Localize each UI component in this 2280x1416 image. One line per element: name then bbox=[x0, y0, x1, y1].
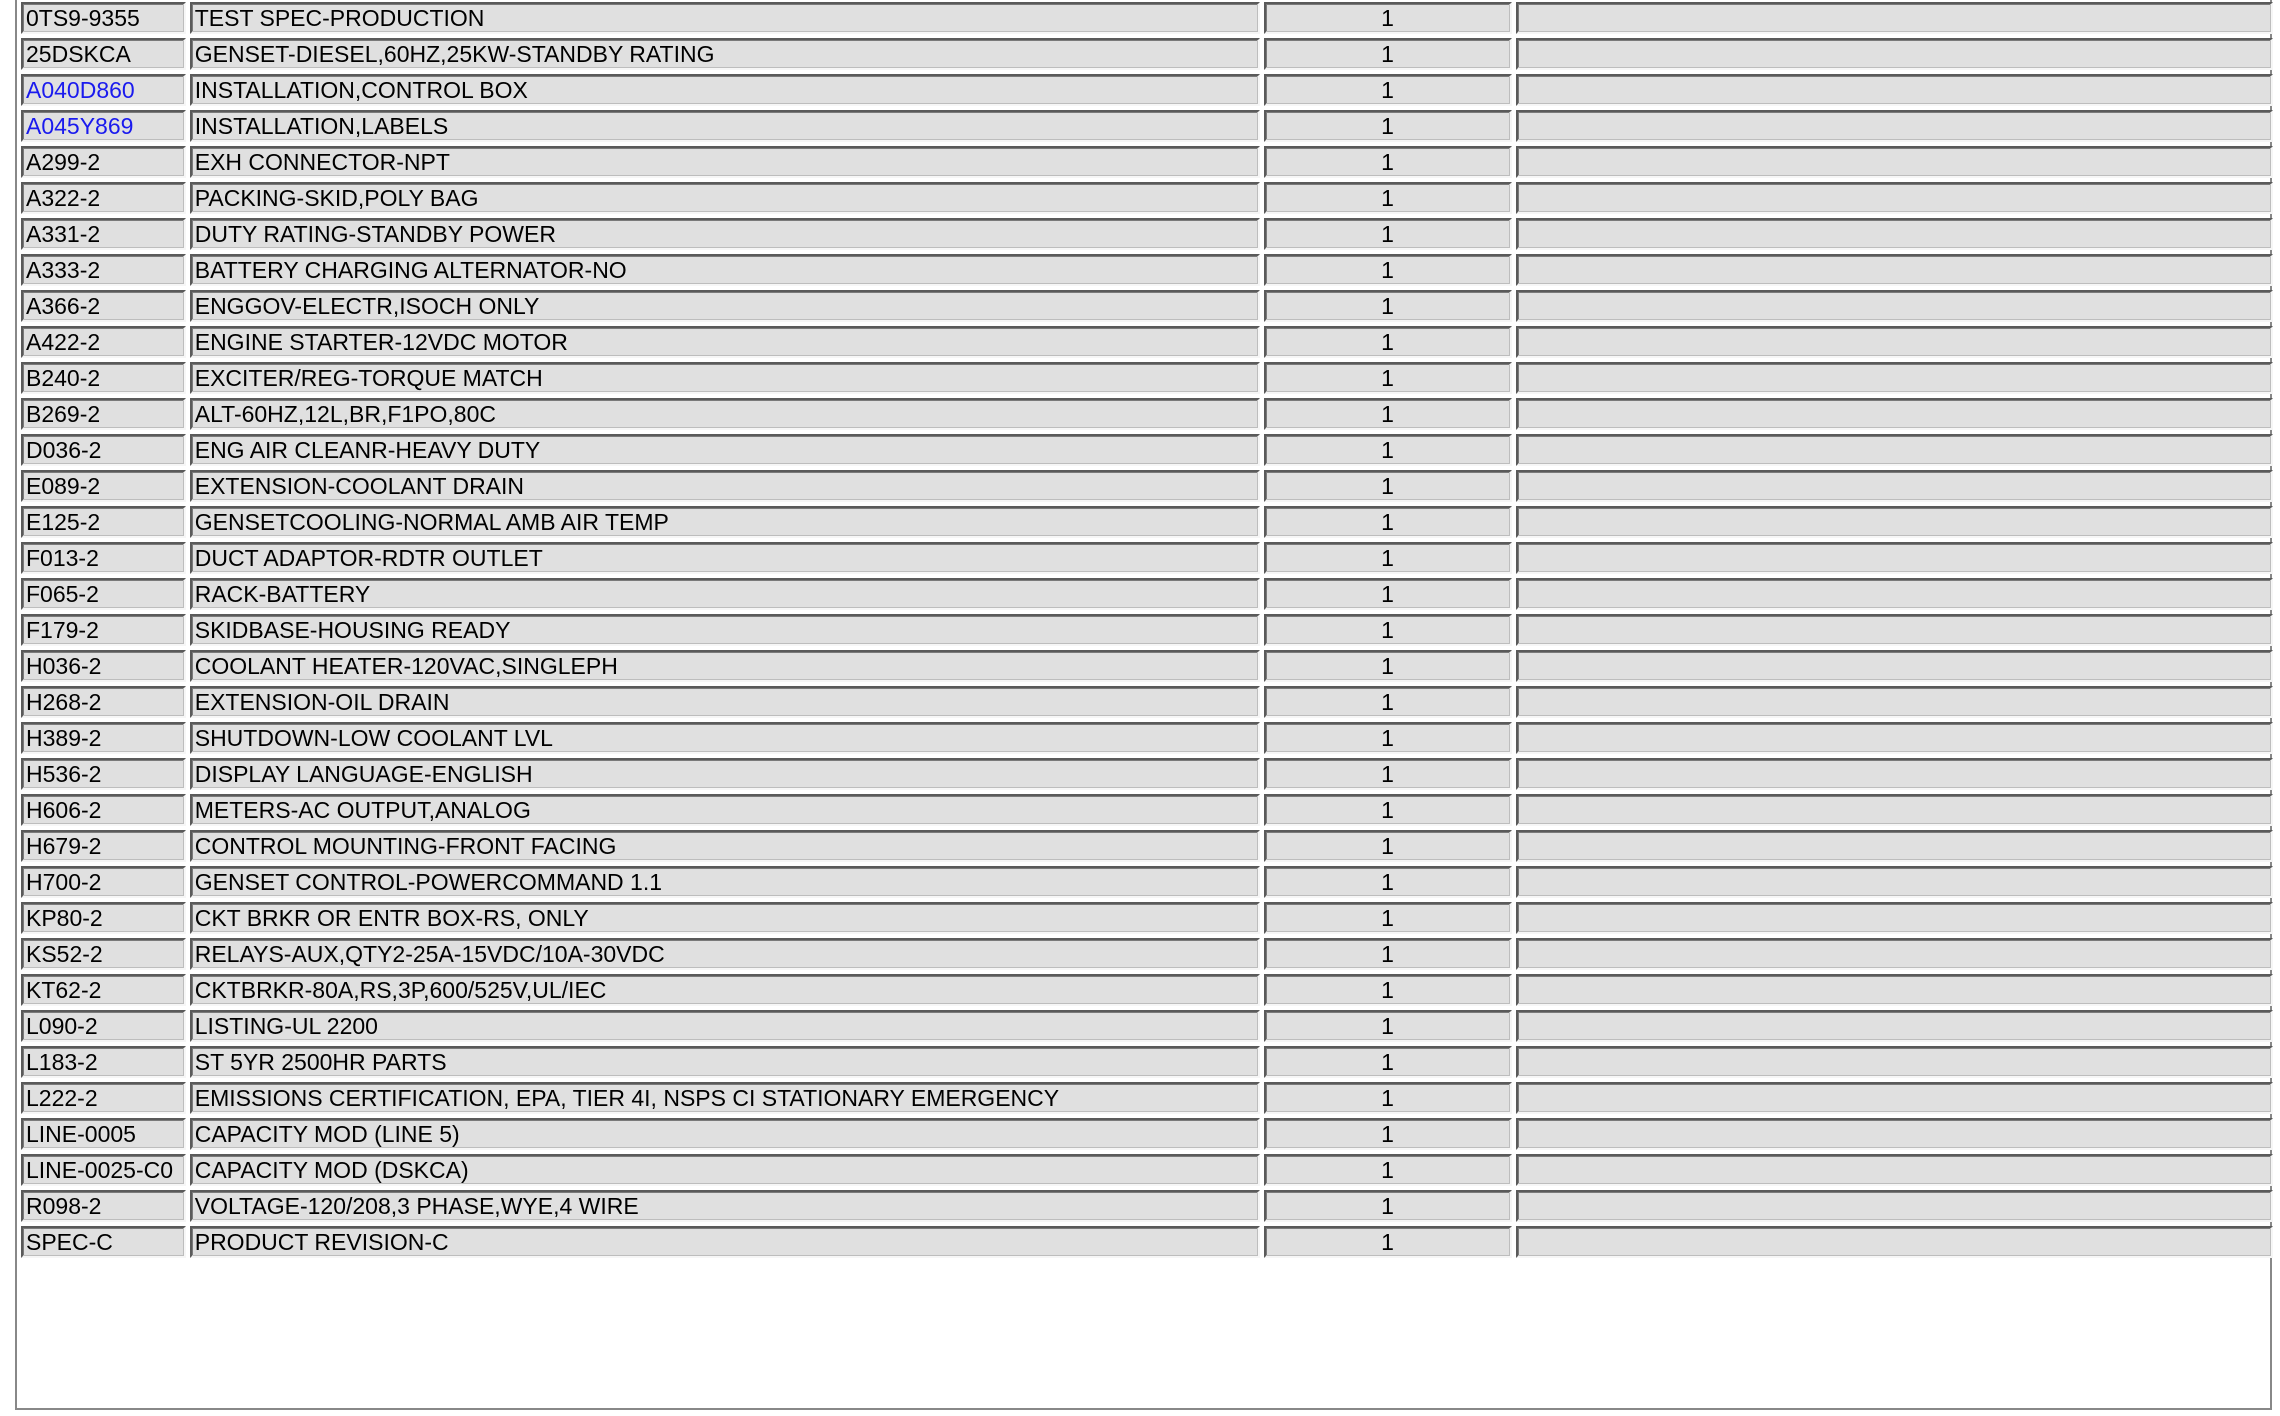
part-number-link[interactable]: A040D860 bbox=[26, 77, 135, 103]
description-cell: DISPLAY LANGUAGE-ENGLISH bbox=[190, 758, 1260, 790]
notes-cell bbox=[1516, 110, 2273, 142]
notes-cell bbox=[1516, 470, 2273, 502]
notes-cell bbox=[1516, 866, 2273, 898]
part-number-cell: D036-2 bbox=[21, 434, 186, 466]
notes-cell bbox=[1516, 722, 2273, 754]
quantity-cell: 1 bbox=[1264, 1154, 1512, 1186]
notes-cell bbox=[1516, 938, 2273, 970]
quantity-cell: 1 bbox=[1264, 866, 1512, 898]
description-cell: CAPACITY MOD (LINE 5) bbox=[190, 1118, 1260, 1150]
part-number-cell: 25DSKCA bbox=[21, 38, 186, 70]
notes-cell bbox=[1516, 362, 2273, 394]
table-row bbox=[21, 1010, 2273, 1042]
description-cell: EXTENSION-OIL DRAIN bbox=[190, 686, 1260, 718]
table-row bbox=[21, 902, 2273, 934]
description-cell: CAPACITY MOD (DSKCA) bbox=[190, 1154, 1260, 1186]
quantity-cell: 1 bbox=[1264, 650, 1512, 682]
description-cell: PRODUCT REVISION-C bbox=[190, 1226, 1260, 1258]
notes-cell bbox=[1516, 434, 2273, 466]
bill-of-materials-table-frame bbox=[15, 0, 2272, 1410]
notes-cell bbox=[1516, 974, 2273, 1006]
part-number-cell: A322-2 bbox=[21, 182, 186, 214]
quantity-cell: 1 bbox=[1264, 1118, 1512, 1150]
table-row bbox=[21, 290, 2273, 322]
part-number-cell: L183-2 bbox=[21, 1046, 186, 1078]
part-number-cell: KS52-2 bbox=[21, 938, 186, 970]
quantity-cell: 1 bbox=[1264, 182, 1512, 214]
notes-cell bbox=[1516, 1154, 2273, 1186]
description-cell: ENGINE STARTER-12VDC MOTOR bbox=[190, 326, 1260, 358]
notes-cell bbox=[1516, 1046, 2273, 1078]
quantity-cell: 1 bbox=[1264, 74, 1512, 106]
description-cell: DUTY RATING-STANDBY POWER bbox=[190, 218, 1260, 250]
part-number-cell bbox=[21, 110, 186, 142]
table-row bbox=[21, 722, 2273, 754]
description-cell: DUCT ADAPTOR-RDTR OUTLET bbox=[190, 542, 1260, 574]
part-number-cell: H700-2 bbox=[21, 866, 186, 898]
part-number-cell: 0TS9-9355 bbox=[21, 2, 186, 34]
quantity-cell: 1 bbox=[1264, 686, 1512, 718]
part-number-cell bbox=[21, 74, 186, 106]
quantity-cell: 1 bbox=[1264, 1082, 1512, 1114]
notes-cell bbox=[1516, 830, 2273, 862]
part-number-cell: LINE-0005 bbox=[21, 1118, 186, 1150]
quantity-cell: 1 bbox=[1264, 938, 1512, 970]
table-row bbox=[21, 38, 2273, 70]
description-cell: ENG AIR CLEANR-HEAVY DUTY bbox=[190, 434, 1260, 466]
notes-cell bbox=[1516, 614, 2273, 646]
notes-cell bbox=[1516, 38, 2273, 70]
table-row bbox=[21, 398, 2273, 430]
description-cell: METERS-AC OUTPUT,ANALOG bbox=[190, 794, 1260, 826]
description-cell: ENGGOV-ELECTR,ISOCH ONLY bbox=[190, 290, 1260, 322]
quantity-cell: 1 bbox=[1264, 506, 1512, 538]
part-number-cell: A366-2 bbox=[21, 290, 186, 322]
quantity-cell: 1 bbox=[1264, 1046, 1512, 1078]
description-cell: EXTENSION-COOLANT DRAIN bbox=[190, 470, 1260, 502]
table-row bbox=[21, 578, 2273, 610]
notes-cell bbox=[1516, 182, 2273, 214]
table-row bbox=[21, 1226, 2273, 1258]
description-cell: SKIDBASE-HOUSING READY bbox=[190, 614, 1260, 646]
part-number-cell: E089-2 bbox=[21, 470, 186, 502]
table-row bbox=[21, 218, 2273, 250]
part-number-cell: F179-2 bbox=[21, 614, 186, 646]
part-number-cell: KT62-2 bbox=[21, 974, 186, 1006]
description-cell: CKT BRKR OR ENTR BOX-RS, ONLY bbox=[190, 902, 1260, 934]
quantity-cell: 1 bbox=[1264, 758, 1512, 790]
bill-of-materials-table bbox=[17, 0, 2277, 1262]
notes-cell bbox=[1516, 218, 2273, 250]
quantity-cell: 1 bbox=[1264, 146, 1512, 178]
part-number-cell: L222-2 bbox=[21, 1082, 186, 1114]
table-row bbox=[21, 362, 2273, 394]
table-row bbox=[21, 1190, 2273, 1222]
part-number-cell: KP80-2 bbox=[21, 902, 186, 934]
table-row bbox=[21, 254, 2273, 286]
quantity-cell: 1 bbox=[1264, 902, 1512, 934]
notes-cell bbox=[1516, 1226, 2273, 1258]
notes-cell bbox=[1516, 146, 2273, 178]
table-row bbox=[21, 794, 2273, 826]
quantity-cell: 1 bbox=[1264, 38, 1512, 70]
table-row bbox=[21, 650, 2273, 682]
description-cell: PACKING-SKID,POLY BAG bbox=[190, 182, 1260, 214]
description-cell: VOLTAGE-120/208,3 PHASE,WYE,4 WIRE bbox=[190, 1190, 1260, 1222]
notes-cell bbox=[1516, 1082, 2273, 1114]
quantity-cell: 1 bbox=[1264, 794, 1512, 826]
quantity-cell: 1 bbox=[1264, 542, 1512, 574]
part-number-cell: LINE-0025-C0 bbox=[21, 1154, 186, 1186]
part-number-cell: H606-2 bbox=[21, 794, 186, 826]
part-number-cell: A422-2 bbox=[21, 326, 186, 358]
quantity-cell: 1 bbox=[1264, 434, 1512, 466]
quantity-cell: 1 bbox=[1264, 1010, 1512, 1042]
description-cell: SHUTDOWN-LOW COOLANT LVL bbox=[190, 722, 1260, 754]
part-number-cell: H679-2 bbox=[21, 830, 186, 862]
part-number-cell: R098-2 bbox=[21, 1190, 186, 1222]
table-row bbox=[21, 614, 2273, 646]
table-row bbox=[21, 326, 2273, 358]
table-row bbox=[21, 1118, 2273, 1150]
table-row bbox=[21, 686, 2273, 718]
notes-cell bbox=[1516, 254, 2273, 286]
description-cell: ST 5YR 2500HR PARTS bbox=[190, 1046, 1260, 1078]
quantity-cell: 1 bbox=[1264, 722, 1512, 754]
notes-cell bbox=[1516, 1190, 2273, 1222]
notes-cell bbox=[1516, 758, 2273, 790]
part-number-cell: E125-2 bbox=[21, 506, 186, 538]
description-cell: EXCITER/REG-TORQUE MATCH bbox=[190, 362, 1260, 394]
quantity-cell: 1 bbox=[1264, 974, 1512, 1006]
description-cell: GENSET-DIESEL,60HZ,25KW-STANDBY RATING bbox=[190, 38, 1260, 70]
part-number-cell: A331-2 bbox=[21, 218, 186, 250]
notes-cell bbox=[1516, 326, 2273, 358]
part-number-cell: H036-2 bbox=[21, 650, 186, 682]
description-cell: GENSET CONTROL-POWERCOMMAND 1.1 bbox=[190, 866, 1260, 898]
table-body bbox=[21, 2, 2273, 1258]
table-row bbox=[21, 866, 2273, 898]
description-cell: RELAYS-AUX,QTY2-25A-15VDC/10A-30VDC bbox=[190, 938, 1260, 970]
notes-cell bbox=[1516, 794, 2273, 826]
notes-cell bbox=[1516, 74, 2273, 106]
description-cell: CONTROL MOUNTING-FRONT FACING bbox=[190, 830, 1260, 862]
part-number-cell: F013-2 bbox=[21, 542, 186, 574]
table-row bbox=[21, 758, 2273, 790]
description-cell: INSTALLATION,LABELS bbox=[190, 110, 1260, 142]
quantity-cell: 1 bbox=[1264, 290, 1512, 322]
table-row bbox=[21, 1046, 2273, 1078]
description-cell: CKTBRKR-80A,RS,3P,600/525V,UL/IEC bbox=[190, 974, 1260, 1006]
table-row bbox=[21, 974, 2273, 1006]
quantity-cell: 1 bbox=[1264, 614, 1512, 646]
part-number-cell: B269-2 bbox=[21, 398, 186, 430]
table-row bbox=[21, 2, 2273, 34]
quantity-cell: 1 bbox=[1264, 2, 1512, 34]
notes-cell bbox=[1516, 902, 2273, 934]
description-cell: COOLANT HEATER-120VAC,SINGLEPH bbox=[190, 650, 1260, 682]
description-cell: INSTALLATION,CONTROL BOX bbox=[190, 74, 1260, 106]
quantity-cell: 1 bbox=[1264, 1190, 1512, 1222]
notes-cell bbox=[1516, 2, 2273, 34]
notes-cell bbox=[1516, 578, 2273, 610]
table-row bbox=[21, 1082, 2273, 1114]
part-number-cell: L090-2 bbox=[21, 1010, 186, 1042]
table-row bbox=[21, 470, 2273, 502]
description-cell: RACK-BATTERY bbox=[190, 578, 1260, 610]
notes-cell bbox=[1516, 650, 2273, 682]
table-row bbox=[21, 830, 2273, 862]
table-row bbox=[21, 74, 2273, 106]
notes-cell bbox=[1516, 290, 2273, 322]
description-cell: BATTERY CHARGING ALTERNATOR-NO bbox=[190, 254, 1260, 286]
quantity-cell: 1 bbox=[1264, 398, 1512, 430]
description-cell: GENSETCOOLING-NORMAL AMB AIR TEMP bbox=[190, 506, 1260, 538]
part-number-cell: F065-2 bbox=[21, 578, 186, 610]
description-cell: TEST SPEC-PRODUCTION bbox=[190, 2, 1260, 34]
description-cell: LISTING-UL 2200 bbox=[190, 1010, 1260, 1042]
part-number-cell: SPEC-C bbox=[21, 1226, 186, 1258]
part-number-cell: H536-2 bbox=[21, 758, 186, 790]
quantity-cell: 1 bbox=[1264, 110, 1512, 142]
part-number-cell: A299-2 bbox=[21, 146, 186, 178]
part-number-cell: H389-2 bbox=[21, 722, 186, 754]
table-row bbox=[21, 938, 2273, 970]
notes-cell bbox=[1516, 398, 2273, 430]
quantity-cell: 1 bbox=[1264, 1226, 1512, 1258]
table-row bbox=[21, 110, 2273, 142]
part-number-link[interactable]: A045Y869 bbox=[26, 113, 134, 139]
description-cell: EMISSIONS CERTIFICATION, EPA, TIER 4I, NSPS CI STATIONARY EMERGENCY bbox=[190, 1082, 1260, 1114]
description-cell: EXH CONNECTOR-NPT bbox=[190, 146, 1260, 178]
quantity-cell: 1 bbox=[1264, 470, 1512, 502]
table-row bbox=[21, 506, 2273, 538]
description-cell: ALT-60HZ,12L,BR,F1PO,80C bbox=[190, 398, 1260, 430]
table-row bbox=[21, 434, 2273, 466]
table-row bbox=[21, 1154, 2273, 1186]
notes-cell bbox=[1516, 1010, 2273, 1042]
part-number-cell: H268-2 bbox=[21, 686, 186, 718]
table-row bbox=[21, 182, 2273, 214]
notes-cell bbox=[1516, 1118, 2273, 1150]
quantity-cell: 1 bbox=[1264, 218, 1512, 250]
part-number-cell: A333-2 bbox=[21, 254, 186, 286]
quantity-cell: 1 bbox=[1264, 326, 1512, 358]
notes-cell bbox=[1516, 686, 2273, 718]
quantity-cell: 1 bbox=[1264, 254, 1512, 286]
quantity-cell: 1 bbox=[1264, 830, 1512, 862]
quantity-cell: 1 bbox=[1264, 362, 1512, 394]
quantity-cell: 1 bbox=[1264, 578, 1512, 610]
table-row bbox=[21, 542, 2273, 574]
table-row bbox=[21, 146, 2273, 178]
notes-cell bbox=[1516, 506, 2273, 538]
part-number-cell: B240-2 bbox=[21, 362, 186, 394]
notes-cell bbox=[1516, 542, 2273, 574]
